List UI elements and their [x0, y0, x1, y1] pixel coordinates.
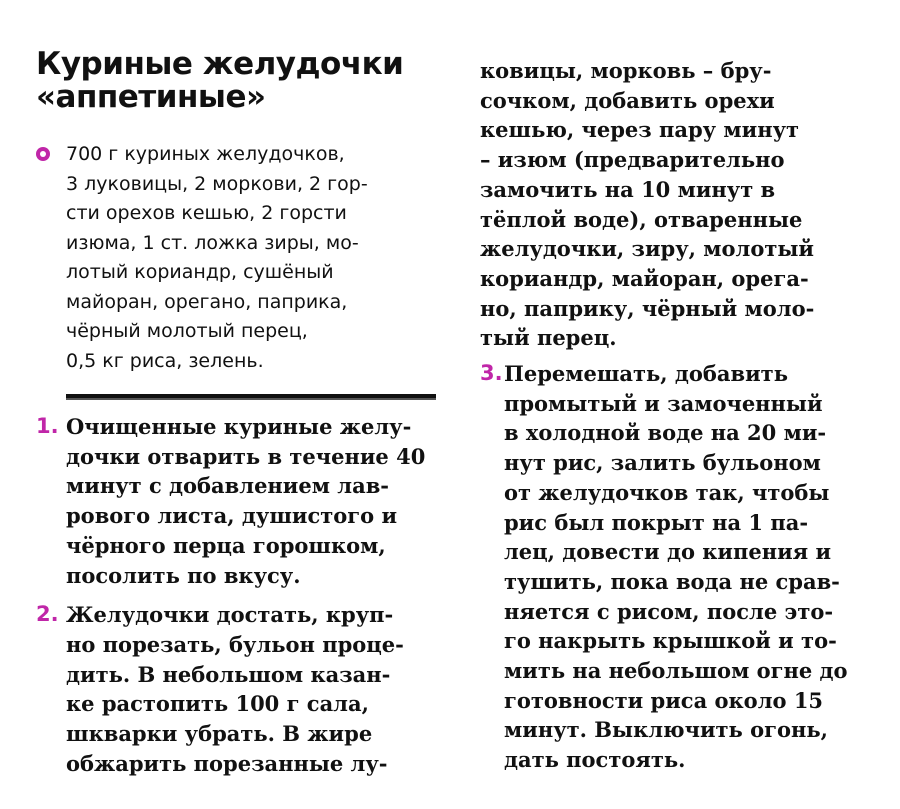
left-column [36, 48, 436, 788]
step-line: рис был покрыт на 1 па- [504, 509, 809, 535]
step-line: лец, довести до кипения и [504, 539, 832, 565]
step-line: замочить на 10 минут в [480, 176, 776, 202]
step-line: чёрного перца горошком, [66, 532, 386, 558]
step-line: дать постоять. [504, 747, 686, 773]
step-line: ке растопить 100 г сала, [66, 691, 369, 717]
step-line: го накрыть крышкой и то- [504, 628, 837, 654]
ingredient-line: 0,5 кг риса, зелень. [66, 349, 264, 372]
step-line: в холодной воде на 20 ми- [504, 420, 827, 446]
right-column [480, 56, 860, 785]
step-3 [480, 359, 860, 775]
step-line: но, паприку, чёрный моло- [480, 295, 815, 321]
ingredient-line: изюма, 1 ст. ложка зиры, мо- [66, 231, 359, 254]
divider [66, 394, 436, 400]
ingredient-line: лотый кориандр, сушёный [66, 261, 334, 283]
step-number: 1. [36, 414, 59, 438]
step-number: 2. [36, 602, 59, 627]
step-2-continuation [480, 56, 860, 353]
step-line: дить. В небольшом казан- [66, 661, 391, 687]
ingredient-line: сти орехов кешью, 2 горсти [66, 202, 347, 224]
title-line: Куриные желудочки [36, 46, 404, 82]
ingredient-line: 700 г куриных желудочков, [66, 143, 345, 165]
ingredients-list [36, 140, 436, 376]
step-line: посолить по вкусу. [66, 562, 301, 588]
step-line: дочки отварить в течение 40 [66, 443, 426, 469]
step-line: минут. Выключить огонь, [504, 717, 828, 743]
step-line: – изюм (предварительно [480, 147, 785, 173]
step-line: няется с рисом, после это- [504, 598, 834, 624]
ingredient-line: майоран, орегано, паприка, [66, 290, 348, 313]
recipe-title [36, 48, 436, 114]
step-line: рового листа, душистого и [66, 503, 398, 529]
step-line: шкварки убрать. В жире [66, 721, 373, 747]
bullet-icon [36, 147, 50, 161]
step-1 [36, 412, 436, 590]
step-line: ковицы, морковь – бру- [480, 58, 772, 83]
ingredient-line: 3 луковицы, 2 моркови, 2 гор- [66, 172, 368, 195]
ingredient-line: чёрный молотый перец, [66, 320, 308, 342]
step-line: но порезать, бульон проце- [66, 631, 404, 657]
step-line: кориандр, майоран, орега- [480, 265, 809, 291]
title-line: «аппетиные» [36, 79, 266, 115]
step-line: нут рис, залить бульоном [504, 450, 821, 476]
step-line: минут с добавлением лав- [66, 473, 390, 499]
step-line: Очищенные куриные желу- [66, 414, 412, 439]
step-line: обжарить порезанные лу- [66, 750, 388, 776]
step-line: промытый и замоченный [504, 390, 823, 416]
step-line: желудочки, зиру, молотый [480, 236, 814, 262]
step-line: мить на небольшом огне до [504, 658, 848, 684]
step-line: сочком, добавить орехи [480, 87, 775, 113]
step-line: от желудочков так, чтобы [504, 479, 830, 505]
step-line: готовности риса около 15 [504, 687, 824, 713]
step-line: Перемешать, добавить [504, 361, 788, 387]
step-line: тушить, пока вода не срав- [504, 568, 840, 594]
step-line: тёплой воде), отваренные [480, 206, 803, 232]
step-line: Желудочки достать, круп- [66, 602, 394, 628]
step-2 [36, 600, 436, 778]
step-line: тый перец. [480, 325, 617, 351]
step-number: 3. [480, 361, 503, 386]
step-line: кешью, через пару минут [480, 117, 800, 143]
